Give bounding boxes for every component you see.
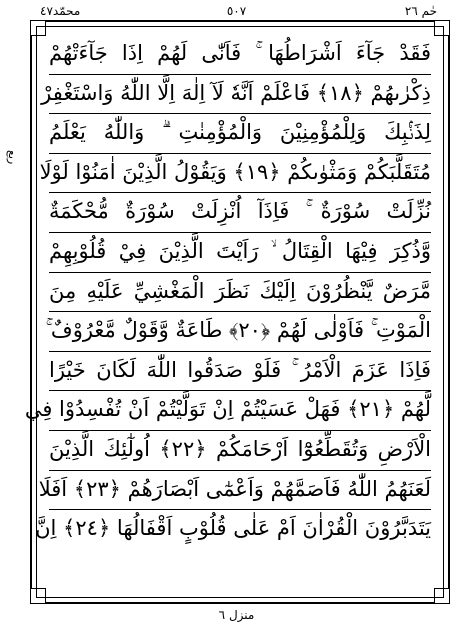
verse-line: فَقَدْ جَآءَ اَشْرَاطُهَا ۚ فَاَنّٰى لَهُمْ اِذَا جَآءَتْهُمْ (49, 35, 431, 75)
ruku-marker: ربع (6, 150, 19, 165)
verse-line: الْمَوْتِ ۚ فَاَوْلٰى لَهُمْ ﴿٢٠﴾ طَاعَةٌ وَّقَوْلٌ مَّعْرُوْفٌ ۚ (49, 312, 431, 352)
verse-line: وَّذُكِرَ فِيْهَا الْقِتَالُ ۙ رَاَيْتَ الَّذِيْنَ فِيْ قُلُوْبِهِمْ (49, 233, 431, 273)
verse-line: لِذَنْۢبِكَ وَلِلْمُؤْمِنِيْنَ وَالْمُؤْمِنٰتِ ۗ وَاللّٰهُ يَعْلَمُ (49, 114, 431, 154)
verse-line: مُتَقَلَّبَكُمْ وَمَثْوٰىكُمْ ﴿١٩﴾ وَيَقُوْلُ الَّذِيْنَ اٰمَنُوْا لَوْلَا (49, 154, 431, 194)
verse-line: مَّرَضٌ يَّنْظُرُوْنَ اِلَيْكَ نَظَرَ الْمَغْشِيِّ عَلَيْهِ مِنَ (49, 273, 431, 313)
verse-line: ذِكْرٰىهُمْ ﴿١٨﴾ فَاعْلَمْ اَنَّهٗ لَآ اِلٰهَ اِلَّا اللّٰهُ وَاسْتَغْفِرْ (49, 75, 431, 115)
header-surah-name: محمّد٤٧ (40, 4, 81, 18)
header-juz-name: حٰم ٢٦ (404, 4, 437, 18)
verse-line: يَتَدَبَّرُوْنَ الْقُرْاٰنَ اَمْ عَلٰى قُلُوْبٍ اَقْفَالُهَا ﴿٢٤﴾ اِنَّ (35, 516, 431, 541)
verse-line: لَّهُمْ ﴿٢١﴾ فَهَلْ عَسَيْتُمْ اِنْ تَوَلَّيْتُمْ اَنْ تُفْسِدُوْا فِي (49, 391, 431, 431)
manzil-marker: منزل ٦ (218, 608, 255, 622)
verse-line: الْاَرْضِ وَتُقَطِّعُوْٓا اَرْحَامَكُمْ ﴿٢٢﴾ اُولٰٓئِكَ الَّذِيْنَ (49, 431, 431, 471)
text-frame (24, 26, 444, 598)
verse-line: نُزِّلَتْ سُوْرَةٌ ۚ فَاِذَآ اُنْزِلَتْ سُوْرَةٌ مُّحْكَمَةٌ (49, 193, 431, 233)
verse-line: لَعَنَهُمُ اللّٰهُ فَاَصَمَّهُمْ وَاَعْمٰٓى اَبْصَارَهُمْ ﴿٢٣﴾ اَفَلَا (49, 471, 431, 511)
verse-line: فَاِذَا عَزَمَ الْاَمْرُ ۚ فَلَوْ صَدَقُوا اللّٰهَ لَكَانَ خَيْرًا (49, 352, 431, 392)
page-number: ٥٠٧ (226, 4, 247, 18)
page-frame (24, 20, 450, 604)
verse-lines (24, 35, 432, 549)
